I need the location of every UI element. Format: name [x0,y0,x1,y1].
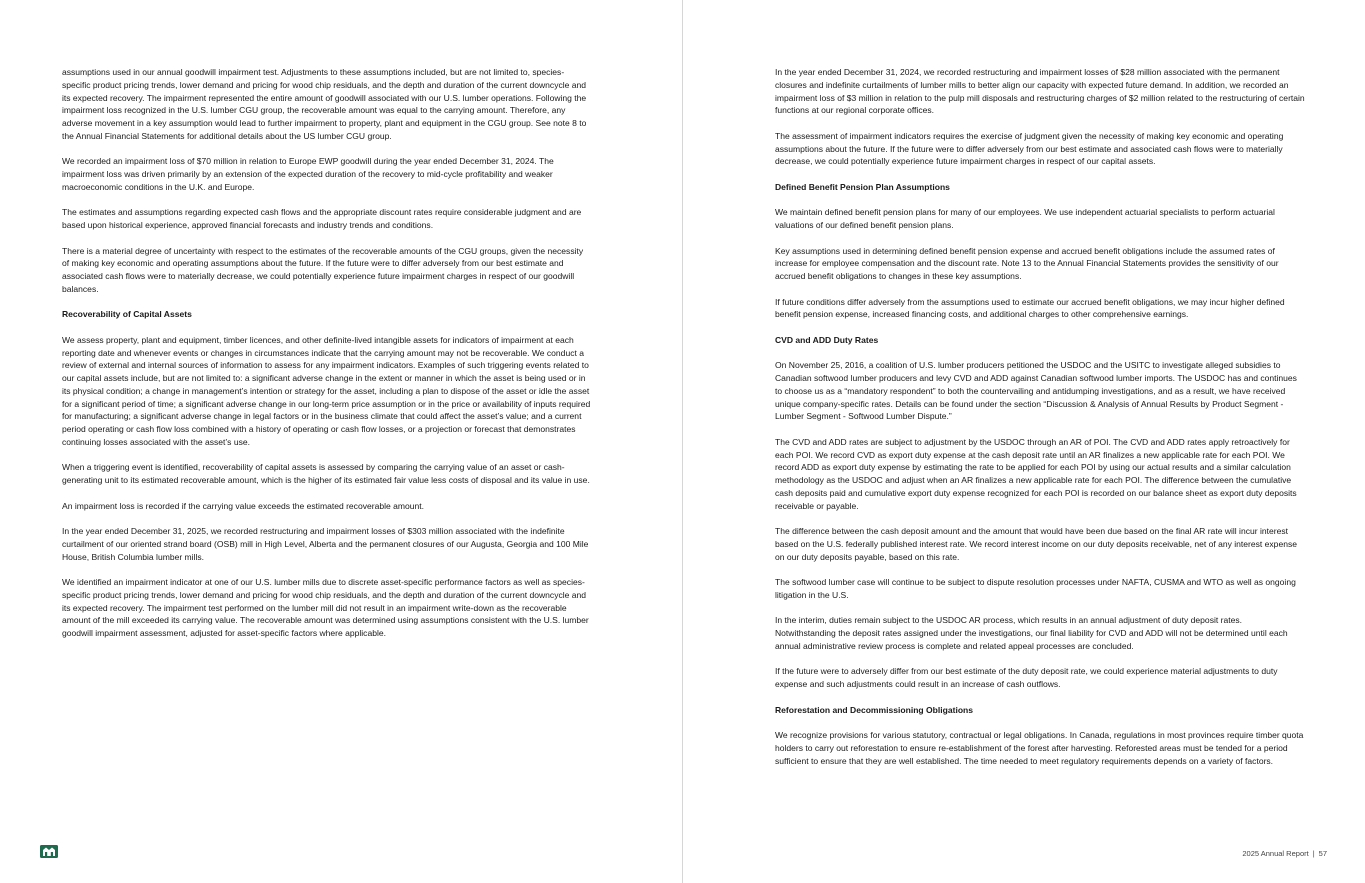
paragraph: We assess property, plant and equipment, timber licences, and other definite-lived intangible assets for indicators of impairment at each reporting date and whenever events or changes in circumstances indicate that the carrying amount may not be recoverable. We conduct a review of external and internal sources of information to assess for any impairment indicators. Examples of such triggering events related to our capital assets include, but are not limited to: a significant adverse change in the extent or manner in which the asset is being used or in its physical condition; a change in management’s intention or strategy for the asset, including a plan to dispose of the asset or idle the asset for a significant period of time; a significant adverse change in our long-term price assumption or in the price or availability of inputs required for manufacturing; a significant adverse change in legal factors or in the business climate that could affect the asset’s value; and a current period operating or cash flow loss combined with a history of operating or cash flow losses, or a projection or forecast that demonstrates continuing losses associated with the asset’s use. [62,334,591,447]
page-footer [1242,849,1327,858]
page-number: 57 [1318,849,1327,858]
paragraph: An impairment loss is recorded if the carrying value exceeds the estimated recoverable amount. [62,500,424,511]
section-heading-reforestation: Reforestation and Decommissioning Obligations [775,704,974,715]
section-heading-duty-rates: CVD and ADD Duty Rates [775,334,879,345]
paragraph: On November 25, 2016, a coalition of U.S. lumber producers petitioned the USDOC and the USITC to investigate alleged subsidies to Canadian softwood lumber producers and levy CVD and ADD against Canadian softwood lumber imports. The USDOC has and continues to choose us as a “mandatory respondent” to both the countervailing and antidumping investigations, and as a result, we have received unique company-specific rates. Details can be found under the section “Discussion & Analysis of Annual Results by Product Segment - Lumber Segment - Softwood Lumber Dispute.” [775,360,1297,422]
paragraph: We identified an impairment indicator at one of our U.S. lumber mills due to discrete asset-specific performance factors as well as species-specific product pricing trends, lower demand and pricing for wood chip residuals, and the depth and duration of the current downcycle and its expected recovery. The impairment test performed on the lumber mill did not result in an impairment write-down as the recoverable amount of the mill exceeded its carrying value. The recoverable amount was determined using assumptions consistent with the U.S. lumber goodwill impairment assessment, adjusted for asset-specific factors where applicable. [62,577,589,638]
paragraph: Key assumptions used in determining defined benefit pension expense and accrued benefit obligations include the assumed rates of increase for employee compensation and the discount rate. Note 13 to the Annual Financial Statements provides the sensitivity of our accrued benefit obligations to changes in these key assumptions. [775,245,1279,281]
paragraph: The difference between the cash deposit amount and the amount that would have been due based on the final AR rate will incur interest based on the U.S. federally published interest rate. We record interest income on our duty deposits receivable, net of any interest expense on our duty deposits payable, based on this rate. [775,526,1297,562]
paragraph: assumptions used in our annual goodwill impairment test. Adjustments to these assumptions included, but are not limited to, species-specific product pricing trends, lower demand and pricing for wood chip residuals, and the depth and duration of the current downcycle and its expected recovery. The impairment represented the entire amount of goodwill associated with our U.S. lumber operations. Following the impairment loss recognized in the U.S. lumber CGU group, the recoverable amount was equal to the carrying amount. Therefore, any adverse movement in a key assumption would lead to further impairment to property, plant and equipment in the CGU group. See note 8 to the Annual Financial Statements for additional details about the US lumber CGU group. [62,67,587,141]
section-heading-capital-assets: Recoverability of Capital Assets [62,309,192,320]
paragraph: In the interim, duties remain subject to the USDOC AR process, which results in an annual adjustment of duty deposit rates. Notwithstanding the deposit rates assigned under the investigations, our final liability for CVD and ADD will not be determined until each annual administrative review process is complete and related appeal processes are concluded. [775,615,1288,651]
report-label: 2025 Annual Report [1242,849,1309,858]
right-column [775,66,1305,780]
paragraph: When a triggering event is identified, recoverability of capital assets is assessed by comparing the carrying value of an asset or cash-generating unit to its estimated recoverable amount, which is the higher of its estimated fair value less costs of disposal and its value in use. [62,462,590,485]
left-page [0,0,682,883]
paragraph: There is a material degree of uncertainty with respect to the estimates of the recoverable amounts of the CGU groups, given the necessity of making key economic and operating assumptions about the future. If the future were to differ adversely from our best estimate and associated cash flows were to materially decrease, we could potentially experience future impairment charges in respect of our goodwill balances. [62,245,584,294]
paragraph: We recorded an impairment loss of $70 million in relation to Europe EWP goodwill during the year ended December 31, 2024. The impairment loss was driven primarily by an extension of the expected duration of the recovery to mid-cycle profitability and weaker macroeconomic conditions in the U.K. and Europe. [62,156,554,192]
paragraph: The softwood lumber case will continue to be subject to dispute resolution processes under NAFTA, CUSMA and WTO as well as ongoing litigation in the U.S. [775,577,1296,600]
section-heading-pension: Defined Benefit Pension Plan Assumptions [775,181,950,192]
paragraph: We maintain defined benefit pension plans for many of our employees. We use independent actuarial specialists to perform actuarial valuations of our defined benefit pension plans. [775,207,1275,230]
company-logo-icon [40,843,58,858]
paragraph: If the future were to adversely differ from our best estimate of the duty deposit rate, we could experience material adjustments to duty expense and such adjustments could result in an increase of cash outflows. [775,666,1278,689]
paragraph: The CVD and ADD rates are subject to adjustment by the USDOC through an AR of POI. The CVD and ADD rates apply retroactively for each POI. We record CVD as export duty expense at the cash deposit rate until an AR finalizes a new applicable rate for each POI. We record ADD as export duty expense by estimating the rate to be applied for each POI by using our actual results and a similar calculation methodology as the USDOC and adjust when an AR finalizes a new applicable rate for each POI. The difference between the cumulative cash deposits paid and cumulative export duty expense recognized for each POI is recorded on our balance sheet as export duty deposits receivable or payable. [775,436,1297,511]
paragraph: The assessment of impairment indicators requires the exercise of judgment given the necessity of making key economic and operating assumptions about the future. If the future were to differ adversely from our best estimate and associated cash flows were to materially decrease, we could potentially experience future impairment charges in respect of our capital assets. [775,130,1284,167]
footer-separator: | [1312,849,1315,858]
paragraph: In the year ended December 31, 2025, we recorded restructuring and impairment losses of $303 million associated with the indefinite curtailment of our oriented strand board (OSB) mill in High Level, Alberta and the permanent closures of our Augusta, Georgia and 100 Mile House, British Columbia lumber mills. [62,526,589,562]
left-column [62,66,592,653]
paragraph: The estimates and assumptions regarding expected cash flows and the appropriate discount rates require considerable judgment and are based upon historical experience, approved financial forecasts and industry trends and conditions. [62,207,582,230]
paragraph: If future conditions differ adversely from the assumptions used to estimate our accrued benefit obligations, we may incur higher defined benefit pension expense, increased financing costs, and additional charges to other comprehensive earnings. [775,296,1285,320]
paragraph: In the year ended December 31, 2024, we recorded restructuring and impairment losses of $28 million associated with the permanent closures and indefinite curtailments of lumber mills to better align our capacity with expected future demand. In addition, we recorded an impairment loss of $3 million in relation to the pulp mill disposals and restructuring charges of $2 million related to the restructuring of certain functions at our regional corporate offices. [775,67,1305,116]
right-page [683,0,1365,883]
paragraph: We recognize provisions for various statutory, contractual or legal obligations. In Canada, regulations in most provinces require timber quota holders to carry out reforestation to ensure re-establishment of the forest after harvesting. Reforested areas must be tended for a period sufficient to ensure that they are well established. The time needed to meet regulatory requirements depends on a variety of factors. [775,730,1304,766]
